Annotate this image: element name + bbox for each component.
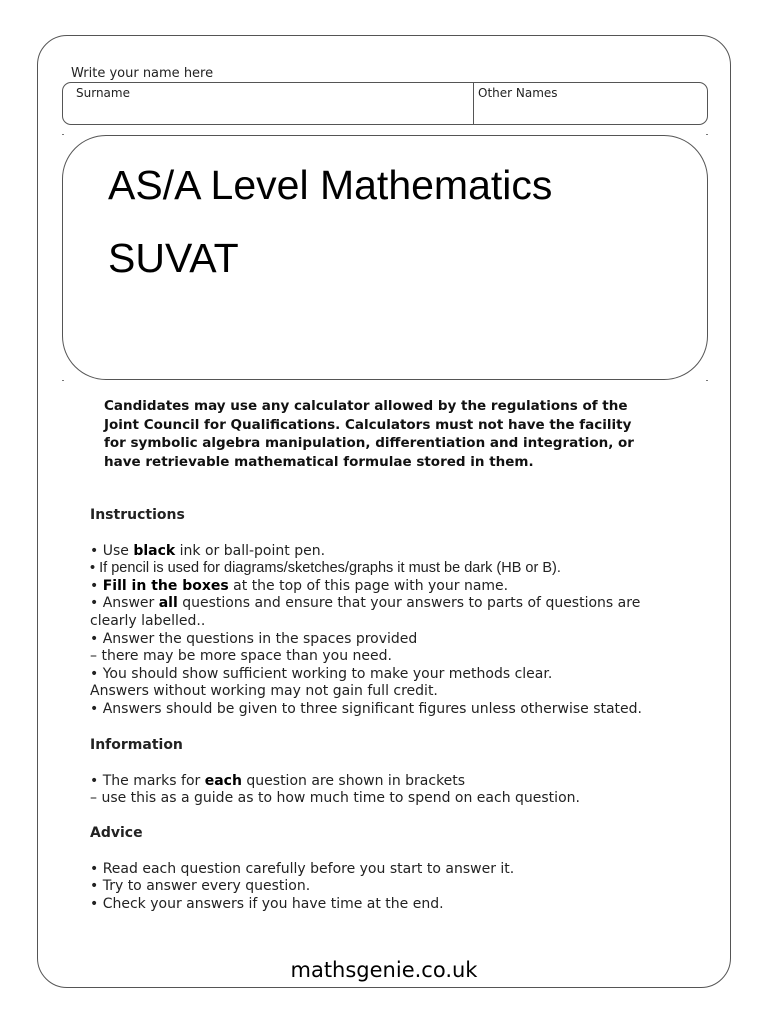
name-entry-box	[62, 82, 708, 125]
instructions-section	[90, 507, 710, 719]
other-names-label: Other Names	[478, 86, 558, 100]
advice-item: • Check your answers if you have time at the end.	[90, 895, 444, 912]
information-section	[90, 737, 710, 808]
write-name-prompt: Write your name here	[71, 66, 214, 81]
footer-site-name: mathsgenie.co.uk	[290, 958, 478, 982]
title-box	[62, 135, 708, 380]
calculator-note-line: Joint Council for Qualifications. Calculators must not have the facility	[104, 416, 632, 433]
corner-mark	[706, 380, 708, 381]
name-divider	[473, 83, 474, 124]
information-heading: Information	[90, 737, 183, 753]
instruction-item: – there may be more space than you need.	[90, 648, 392, 665]
calculator-note-line: have retrievable mathematical formulae stored in them.	[104, 453, 534, 470]
instruction-item: • Answers should be given to three significant figures unless otherwise stated.	[90, 700, 642, 717]
document-title: AS/A Level Mathematics	[108, 162, 553, 208]
advice-item: • Try to answer every question.	[90, 878, 311, 895]
calculator-note-line: Candidates may use any calculator allowed by the regulations of the	[104, 398, 628, 414]
information-item: • The marks for each question are shown in brackets	[90, 772, 466, 789]
corner-mark	[62, 380, 64, 381]
corner-mark	[62, 134, 64, 135]
advice-section	[90, 825, 710, 913]
surname-label: Surname	[76, 86, 130, 100]
instruction-item: • You should show sufficient working to make your methods clear.	[90, 665, 553, 682]
information-item: – use this as a guide as to how much time to spend on each question.	[90, 790, 580, 807]
instruction-item: clearly labelled..	[90, 612, 206, 629]
instructions-heading: Instructions	[90, 507, 185, 523]
calculator-note	[104, 397, 684, 471]
corner-mark	[706, 134, 708, 135]
advice-heading: Advice	[90, 825, 143, 841]
instruction-item: Answers without working may not gain full credit.	[90, 683, 438, 700]
document-subtitle: SUVAT	[108, 235, 239, 281]
instruction-item: • Use black ink or ball-point pen.	[90, 542, 326, 559]
instruction-item: • Answer the questions in the spaces provided	[90, 630, 418, 647]
calculator-note-line: for symbolic algebra manipulation, differentiation and integration, or	[104, 435, 634, 451]
instruction-item: • Fill in the boxes at the top of this page with your name.	[90, 577, 509, 594]
instruction-item: • If pencil is used for diagrams/sketches/graphs it must be dark (HB or B).	[90, 560, 561, 577]
instruction-item: • Answer all questions and ensure that your answers to parts of questions are	[90, 595, 641, 612]
advice-item: • Read each question carefully before you start to answer it.	[90, 860, 515, 877]
